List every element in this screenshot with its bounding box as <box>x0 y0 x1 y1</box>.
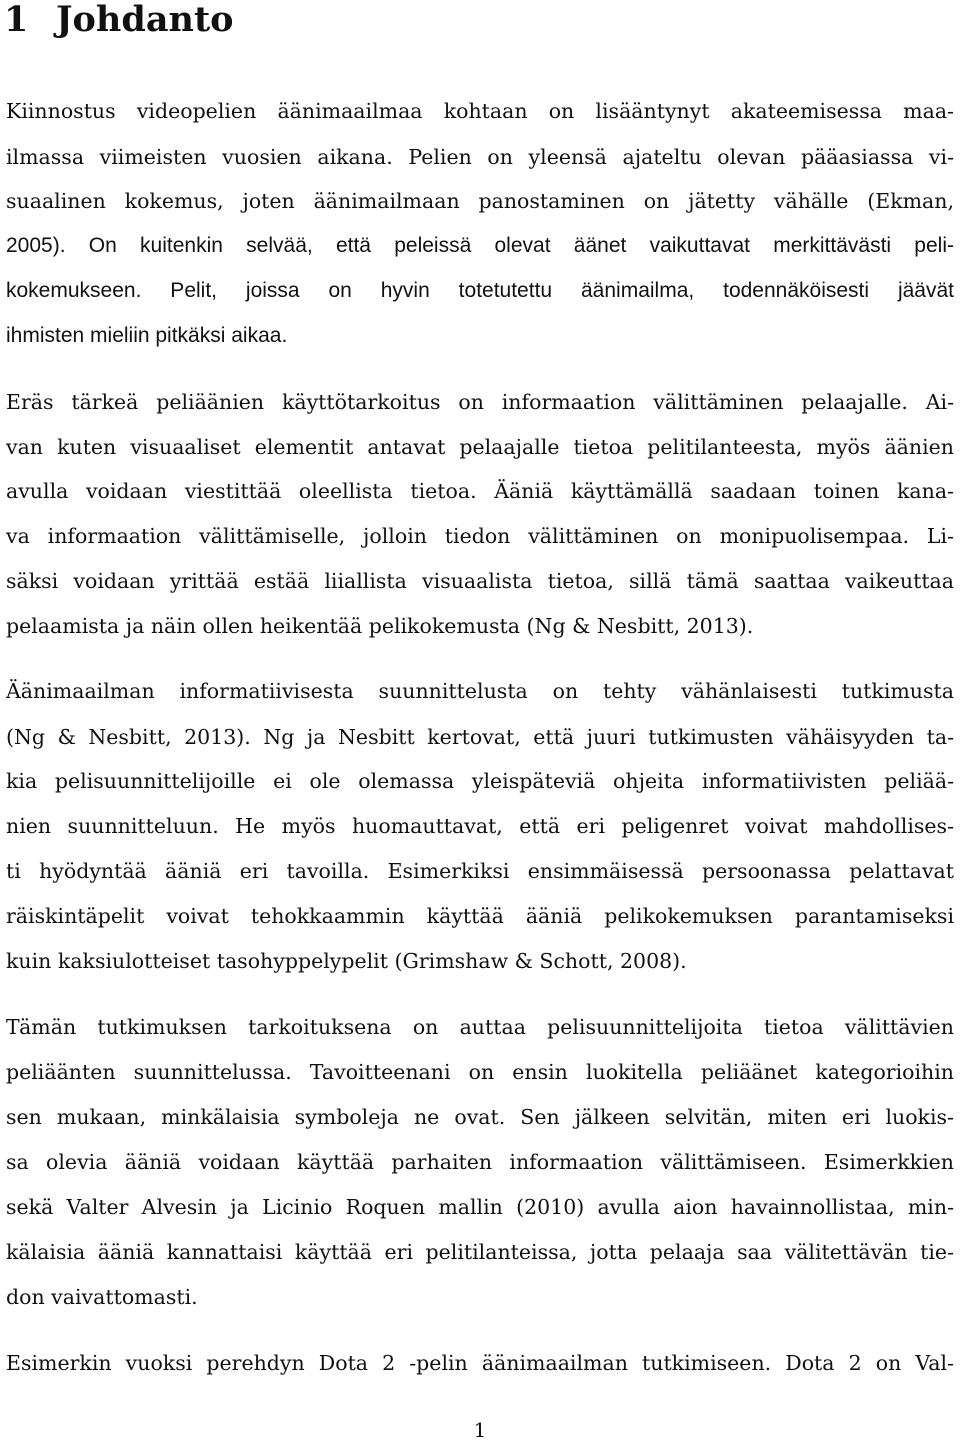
section-heading <box>4 0 233 40</box>
text-line: kia pelisuunnittelijoille ei ole olemassa yleispäteviä ohjeita informatiivisten peliää- <box>6 769 954 793</box>
text-line: Eräs tärkeä peliäänien käyttötarkoitus on informaation välittäminen pelaajalle. Ai- <box>6 390 954 414</box>
text-line: (Ng & Nesbitt, 2013). Ng ja Nesbitt kertovat, että juuri tutkimusten vähäisyyden ta- <box>6 725 954 749</box>
text-line: ilmassa viimeisten vuosien aikana. Pelien on yleensä ajateltu olevan pääasiassa vi- <box>6 145 954 169</box>
page-number: 1 <box>473 1418 487 1442</box>
section-number: 1 <box>4 0 29 40</box>
text-line: suaalinen kokemus, joten äänimailmaan panostaminen on jätetty vähälle (Ekman, <box>6 189 954 213</box>
text-line: Kiinnostus videopelien äänimaailmaa kohtaan on lisääntynyt akateemisessa maa- <box>6 99 954 123</box>
text-line: räiskintäpelit voivat tehokkaammin käyttää ääniä pelikokemuksen parantamiseksi <box>6 904 954 928</box>
text-line: van kuten visuaaliset elementit antavat pelaajalle tietoa pelitilanteesta, myös äänien <box>6 435 954 459</box>
text-line: kuin kaksiulotteiset tasohyppelypelit (Grimshaw & Schott, 2008). <box>6 949 687 973</box>
text-line: peliäänten suunnittelussa. Tavoitteenani on ensin luokitella peliäänet kategorioihin <box>6 1060 954 1084</box>
text-line: avulla voidaan viestittää oleellista tietoa. Ääniä käyttämällä saadaan toinen kana- <box>6 479 954 503</box>
text-line: sen mukaan, minkälaisia symboleja ne ovat. Sen jälkeen selvitän, miten eri luokis- <box>6 1105 954 1129</box>
text-line: 2005). On kuitenkin selvää, että peleissä olevat äänet vaikuttavat merkittävästi peli- <box>6 234 954 257</box>
text-line: don vaivattomasti. <box>6 1285 198 1309</box>
text-line: ti hyödyntää ääniä eri tavoilla. Esimerkiksi ensimmäisessä persoonassa pelattavat <box>6 859 954 883</box>
text-line: säksi voidaan yrittää estää liiallista visuaalista tietoa, sillä tämä saattaa vaikeuttaa <box>6 569 954 593</box>
text-line: Tämän tutkimuksen tarkoituksena on auttaa pelisuunnittelijoita tietoa välittävien <box>6 1015 954 1039</box>
text-line: ihmisten mieliin pitkäksi aikaa. <box>6 324 288 347</box>
text-line: pelaamista ja näin ollen heikentää pelikokemusta (Ng & Nesbitt, 2013). <box>6 614 754 638</box>
section-title: Johdanto <box>56 0 234 40</box>
text-line: nien suunnitteluun. He myös huomauttavat, että eri peligenret voivat mahdollises- <box>6 814 954 838</box>
text-line: Esimerkin vuoksi perehdyn Dota 2 -pelin äänimaailman tutkimiseen. Dota 2 on Val- <box>6 1351 954 1375</box>
text-line: Äänimaailman informatiivisesta suunnittelusta on tehty vähänlaisesti tutkimusta <box>6 679 954 703</box>
text-line: sekä Valter Alvesin ja Licinio Roquen mallin (2010) avulla aion havainnollistaa, min- <box>6 1195 954 1219</box>
text-line: kokemukseen. Pelit, joissa on hyvin totetutettu äänimailma, todennäköisesti jäävät <box>6 279 954 302</box>
text-line: sa olevia ääniä voidaan käyttää parhaiten informaation välittämiseen. Esimerkkien <box>6 1150 954 1174</box>
text-line: va informaation välittämiselle, jolloin tiedon välittäminen on monipuolisempaa. Li- <box>6 524 954 548</box>
text-line: kälaisia ääniä kannattaisi käyttää eri pelitilanteissa, jotta pelaaja saa välitettävän tie- <box>6 1240 954 1264</box>
